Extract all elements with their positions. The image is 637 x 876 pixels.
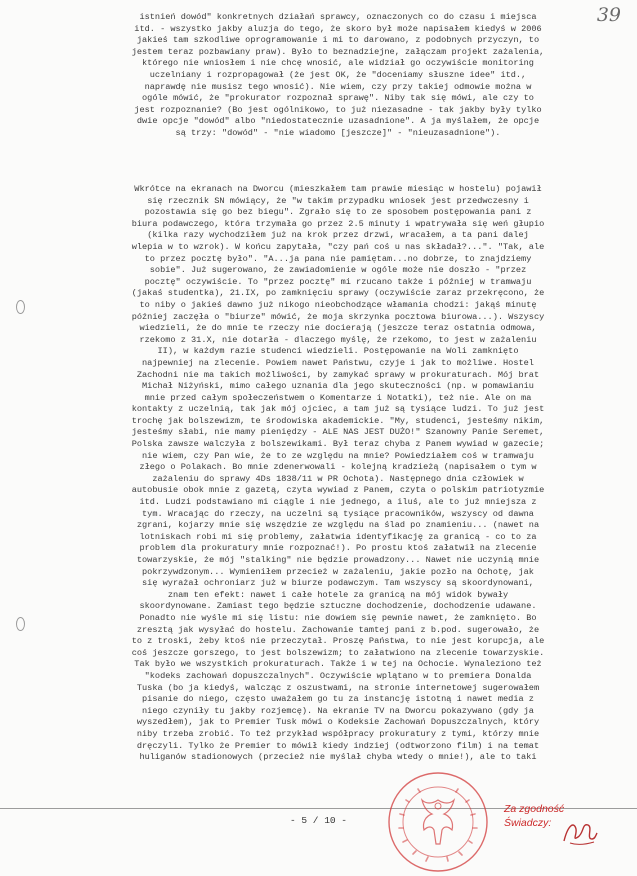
text-line: naprawdę nie musisz tego wnosić). Nie wiem, czy przy takiej odmowie można w: [144, 81, 532, 92]
handwritten-signature: [560, 815, 600, 849]
text-line: kontakty z uczelnią, tak jak mój ojciec, a tam już są tysiące ludzi. To już jest: [131, 404, 545, 415]
text-line: Zachodni nie ma takich możliwości, by zamykać sprawy w prokuraturach. Mój brat: [136, 369, 540, 380]
text-line: skoordynowane. Zamiast tego będzie sztuczne dochodzenie, dochodzenie udawane.: [139, 601, 537, 612]
text-line: sobie". Już sugerowano, że zawiadomienie w ogóle może nie doszło - "przez: [149, 265, 527, 276]
text-line: tym. Wracając do rzeczy, na uczelni są tysiące pracowników, wszyscy od dawna: [142, 508, 534, 519]
paragraph-1: [58, 12, 618, 140]
text-line: towarzyskie, że mój "stalking" nie będzie prowadzony... Nawet nie uczynią mnie: [136, 555, 540, 565]
text-line: rzekomo z 31.X, nie dotarła - dlaczego myślę, że rzekomo, to jest w zażaleniu: [139, 334, 537, 345]
text-line: ogóle mówić, że "prokurator rozpoznał sprawę". Niby tak się mówi, ale czy to: [142, 93, 534, 104]
text-line: złego o Polakach. Bo mnie zdenerwowali - kolejną kradzieżą (napisałem o tym w: [139, 462, 537, 473]
text-line: itd. Ludzi podstawiano mi ciągle i nie jednego, a iluś, ale to już mniejsza z: [139, 497, 537, 508]
text-line: istnień dowód" konkretnych działań sprawcy, oznaczonych co do czasu i miejsca: [139, 12, 537, 22]
text-line: się rzecznik SN mówiący, że "w takim przypadku wniosek jest przedwczesny i: [147, 195, 529, 206]
text-line: jakieś tam szkodliwe oprogramowanie i mi to darowano, z podobnych przyczyn, to: [136, 35, 540, 46]
text-line: jestem teraz pozbawiany praw). Było to beznadziejne, załączam projekt zażalenia,: [131, 46, 545, 57]
text-line: Tuska (bo ja kiedyś, walcząc z oszustwami, na stronie internetowej sugerowałem: [136, 682, 540, 693]
text-line: (jakaś studentka), 21.IX, po zamknięciu sprawy (oczywiście zaraz przekręcono, że: [131, 288, 545, 299]
certification-line-1: Za zgodność: [504, 803, 565, 815]
text-line: pokrzywdzonym... Wymieniłem przecież w zażaleniu, jakie pozło na Ochotę, jak: [142, 566, 534, 577]
text-line: to z troski, żeby ktoś nie przeczytał. Proszę Państwa, to nie jest korupcja, ale: [131, 636, 545, 647]
text-line: dręczyli. Tylko że Premier to mówił kiedy indziej (odtworzono film) i na temat: [136, 740, 540, 751]
text-line: problem dla prokuratury mnie rozpoznać!). Po prostu ktoś załatwił na zlecenie: [139, 543, 537, 554]
text-line: dwie opcje "dowód" albo "niedostatecznie uzasadnione". A ja myślałem, że opcje: [136, 116, 540, 127]
text-line: wyszedłem), jak to Premier Tusk mówi o Kodeksie Zachowań Dopuszczalnych, który: [136, 717, 540, 728]
text-line: później zaczęła o "biurze" mówić, że moja skrzynka pocztowa biurowa...). Wszyscy: [131, 311, 545, 322]
text-line: pozostawia się go bez biegu". Zgrało się to ze sposobem postępowania pani z: [144, 207, 532, 218]
certification-note: [504, 802, 564, 830]
text-line: trochę jak bolszewizm, te środowiska akademickie. "My, studenci, jesteśmy nikim,: [131, 415, 545, 426]
text-line: niby trzeba zrobić. To też przykład współpracy prokuratury z tymi, którzy mnie: [136, 728, 540, 739]
text-line: wiedzieli, że do mnie te rzeczy nie docierają (jeszcze teraz ostatnia odmowa,: [139, 323, 537, 334]
text-line: to przez pocztę było". "A...ja pana nie pamiętam...no dobrze, to znajdziemy: [144, 253, 532, 264]
paragraph-2: [58, 184, 618, 764]
text-line: coś jeszcze gorszego, to jest bolszewizm; to załatwiono na zlecenie towarzyskie.: [131, 647, 545, 658]
text-line: są trzy: "dowód" - "nie wiadomo [jeszcze]" - "nieuzasadnione").: [175, 127, 501, 138]
certification-line-2: Świadczy:: [504, 817, 552, 829]
text-line: jest rozpoznanie? (Bo jest ogólnikowo, to już niezasadne - tak jakby były tylko: [134, 104, 542, 115]
text-line: II), w każdym razie studenci wiedzieli. Postępowanie na Woli zamknięto: [157, 346, 519, 357]
office-stamp-seal: [386, 770, 490, 874]
punch-hole-mark: [16, 300, 25, 314]
text-line: Tak było we wszystkich prokuraturach. Także i w tej na Ochocie. Wynaleziono też: [134, 659, 542, 670]
text-line: zażaleniu do sprawy 4Ds 1838/11 w PR Ochota). Następnego dnia człowiek w: [152, 473, 524, 484]
text-line: Ponadto nie wyśle mi się listu: nie dowiem się pewnie nawet, że zamknięto. Bo: [139, 612, 537, 623]
text-line: wlepia w to wzrok). W końcu zapytała, "czy pań coś u nas składał?...". "Tak, ale: [131, 241, 545, 252]
text-line: niego czyniły tu jakby rozjemcę). Na ekranie TV na Dworcu pokazywano (gdy ja: [142, 705, 534, 716]
text-line: mnie przed całym społeczeństwem o Komentarze i Notatki), też nie. Ale on ma: [144, 392, 532, 403]
text-line: zgrani, kojarzy mnie się wszędzie ze względu na ślad po znamieniu... (nawet na: [136, 520, 540, 531]
text-line: biura podawczego, która trzymała go przez 2.5 minuty i wpatrywała się weń głupio: [131, 218, 545, 229]
text-line: najpewniej na zlecenie. Powiem nawet Państwu, czyje i jak to możliwe. Hostel: [142, 357, 534, 368]
text-line: autobusie obok mnie z gazetą, czyta wywiad z Panem, czyta o polskim patriotyzmie: [131, 485, 545, 496]
text-line: pocztę" oczywiście. To "przez pocztę" mi rzucano także i później w tramwaju: [144, 276, 532, 287]
text-line: znam ten efekt: nawet i całe hotele za granicą na mój widok bywały: [167, 589, 509, 600]
text-line: jesteśmy słabi, nie mamy pieniędzy - ALE NAS JEST DUŻO!" Szanowny Panie Seremet,: [131, 427, 545, 438]
text-line: pisanie do niego, często uważałem go tu za instancję istotną i nawet media z: [142, 694, 534, 705]
text-line: nie wiem, czy Pan wie, że to ze względu na mnie? Powiedziałem coś w tramwaju: [142, 450, 534, 461]
text-line: Michał Niżyński, mimo całego uznania dla jego skuteczności (np. w pomawianiu: [142, 381, 534, 392]
text-line: którego nie wniosłem i nie chcę wnosić, ale widział go oczywiście monitoring: [142, 58, 534, 69]
text-line: uczelniany i rozpropagował (że jest OK, że "doceniamy słuszne idee" itd.,: [149, 69, 527, 80]
punch-hole-mark: [16, 617, 25, 631]
text-line: (kilka razy wychodziłem już na krok przez drzwi, wracałem, a ta pani dalej: [147, 230, 529, 241]
text-line: to niby o jakieś dawno już nikogo nieobchodzące włamania chodzi: jakąś minutę: [139, 299, 537, 310]
text-line: itd. - wszystko jakby aluzja do tego, że skoro był może napisałem kiedyś w 2006: [134, 23, 542, 34]
text-line: zresztą jak wysyłać do hostelu. Zachowanie tamtej pani z b.pod. sugerowało, że: [136, 624, 540, 635]
handwritten-page-marker: 39: [596, 4, 621, 26]
text-line: Polska zawsze walczyła z bolszewikami. Był teraz chyba z Panem wywiad w gazecie;: [131, 439, 545, 450]
text-line: się wyrażał ochroniarz już w biurze podawczym. Tam wszyscy są skoordynowani,: [142, 578, 534, 589]
footer-page-number: - 5 / 10 -: [289, 815, 347, 826]
text-line: huliganów stadionowych (przecież nie myślał chyba wtedy o mnie!), ale to taki: [139, 752, 537, 763]
text-line: lotniskach robi mi się problemy, załatwia identyfikację za granicą - co to za: [139, 531, 537, 542]
text-line: "kodeks zachowań dopuszczalnych". Oczywiście wplątano w to premiera Donalda: [144, 670, 532, 681]
text-line: Wkrótce na ekranach na Dworcu (mieszkałem tam prawie miesiąc w hostelu) pojawił: [134, 184, 542, 194]
